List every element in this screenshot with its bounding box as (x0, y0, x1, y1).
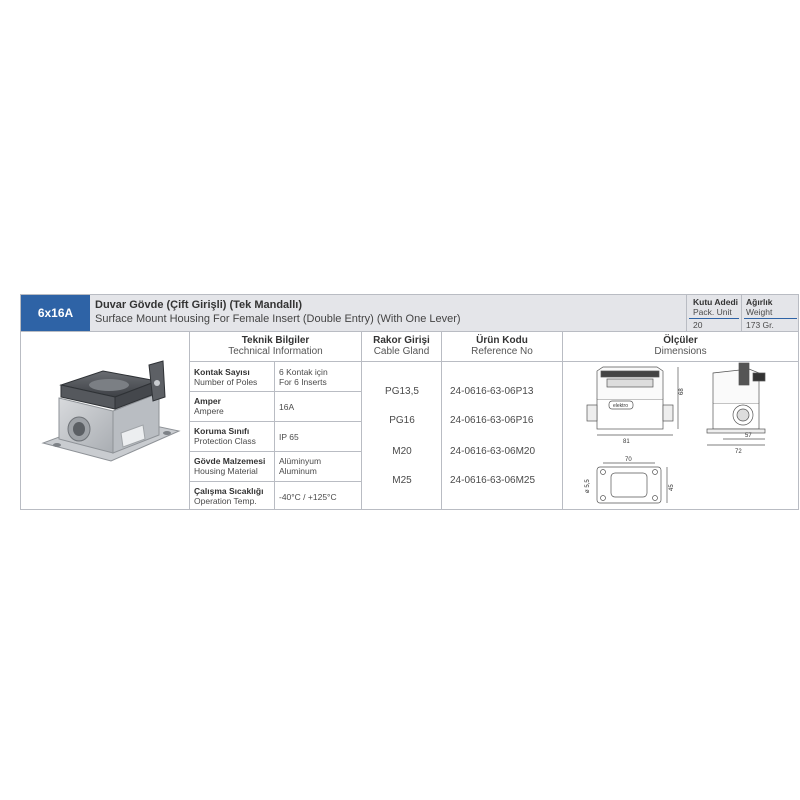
spec-value-1: 6 Kontak için (279, 367, 328, 377)
weight-label-en: Weight (746, 307, 773, 317)
gland-title-tr: Rakor Girişi (373, 335, 430, 346)
column-cable-gland (362, 332, 441, 362)
spec-value-2: For 6 Inserts (279, 377, 327, 387)
spec-label-temperature (194, 486, 263, 506)
spec-row-line (190, 451, 361, 452)
product-code-badge: 6x16A (21, 295, 90, 331)
gland-m20: M20 (392, 446, 412, 457)
spec-value-poles (279, 367, 328, 387)
spec-label-material (194, 456, 265, 476)
spec-label-en: Number of Poles (194, 377, 258, 387)
weight-underline (744, 318, 797, 319)
header-bar (21, 295, 798, 332)
dim-45: 45 (669, 484, 675, 491)
spec-value-protection: IP 65 (279, 432, 299, 442)
reference-m20: 24-0616-63-06M20 (450, 446, 536, 457)
spec-value-1: Alüminyum (279, 456, 322, 466)
spec-label-en: Ampere (194, 406, 224, 416)
ref-title-en: Reference No (471, 346, 533, 357)
spec-inner-divider (274, 362, 275, 510)
spec-value-material (279, 456, 321, 476)
spec-label-tr: Amper (194, 396, 221, 406)
spec-row-line (190, 391, 361, 392)
reference-p13: 24-0616-63-06P13 (450, 386, 534, 397)
weight-value: 173 Gr. (746, 320, 774, 330)
spec-label-en: Housing Material (194, 466, 258, 476)
tech-title-tr: Teknik Bilgiler (241, 335, 310, 346)
column-technical (190, 332, 361, 362)
pack-value: 20 (693, 320, 703, 330)
dim-81: 81 (623, 439, 630, 445)
weight-label-tr: Ağırlık (746, 297, 773, 307)
pack-unit-cell (686, 295, 741, 331)
product-photo (31, 343, 191, 468)
spec-label-tr: Koruma Sınıfı (194, 426, 250, 436)
dim-hole: ø 5,5 (585, 479, 591, 493)
product-sheet (20, 294, 799, 510)
dim-title-en: Dimensions (654, 346, 707, 357)
spec-label-en: Operation Temp. (194, 496, 257, 506)
dim-68: 68 (679, 388, 685, 395)
spec-label-poles (194, 367, 257, 387)
technical-drawing (573, 359, 793, 509)
gland-pg13: PG13,5 (385, 386, 419, 397)
spec-label-ampere (194, 396, 224, 416)
title-english: Surface Mount Housing For Female Insert (Double Entry) (With One Lever) (95, 313, 461, 325)
pack-label-tr: Kutu Adedi (692, 297, 738, 307)
reference-p16: 24-0616-63-06P16 (450, 415, 534, 426)
spec-value-2: Aluminum (279, 466, 317, 476)
dim-57: 57 (745, 433, 752, 439)
spec-label-tr: Gövde Malzemesi (194, 456, 266, 466)
reference-m25: 24-0616-63-06M25 (450, 475, 536, 486)
spec-label-tr: Çalışma Sıcaklığı (194, 486, 264, 496)
dim-title-tr: Ölçüler (663, 335, 698, 346)
dim-70: 70 (625, 457, 632, 463)
ref-title-tr: Ürün Kodu (476, 335, 528, 346)
spec-label-tr: Kontak Sayısı (194, 367, 250, 377)
gland-m25: M25 (392, 475, 412, 486)
spec-row-line (190, 421, 361, 422)
spec-label-en: Protection Class (194, 436, 256, 446)
gland-title-en: Cable Gland (373, 346, 430, 357)
spec-value-ampere: 16A (279, 402, 295, 412)
spec-row-line (190, 481, 361, 482)
column-dimensions (563, 332, 798, 362)
pack-label-en: Pack. Unit (693, 307, 732, 317)
title-turkish: Duvar Gövde (Çift Girişli) (Tek Mandallı) (95, 299, 302, 311)
gland-pg16: PG16 (389, 415, 415, 426)
dim-72: 72 (735, 449, 742, 455)
tech-title-en: Technical Information (228, 346, 323, 357)
brand-logo: elektro (613, 403, 629, 409)
weight-cell (741, 295, 799, 331)
column-reference (442, 332, 562, 362)
spec-label-protection (194, 426, 256, 446)
spec-value-temperature: -40°C / +125°C (279, 492, 337, 502)
pack-underline (689, 318, 739, 319)
